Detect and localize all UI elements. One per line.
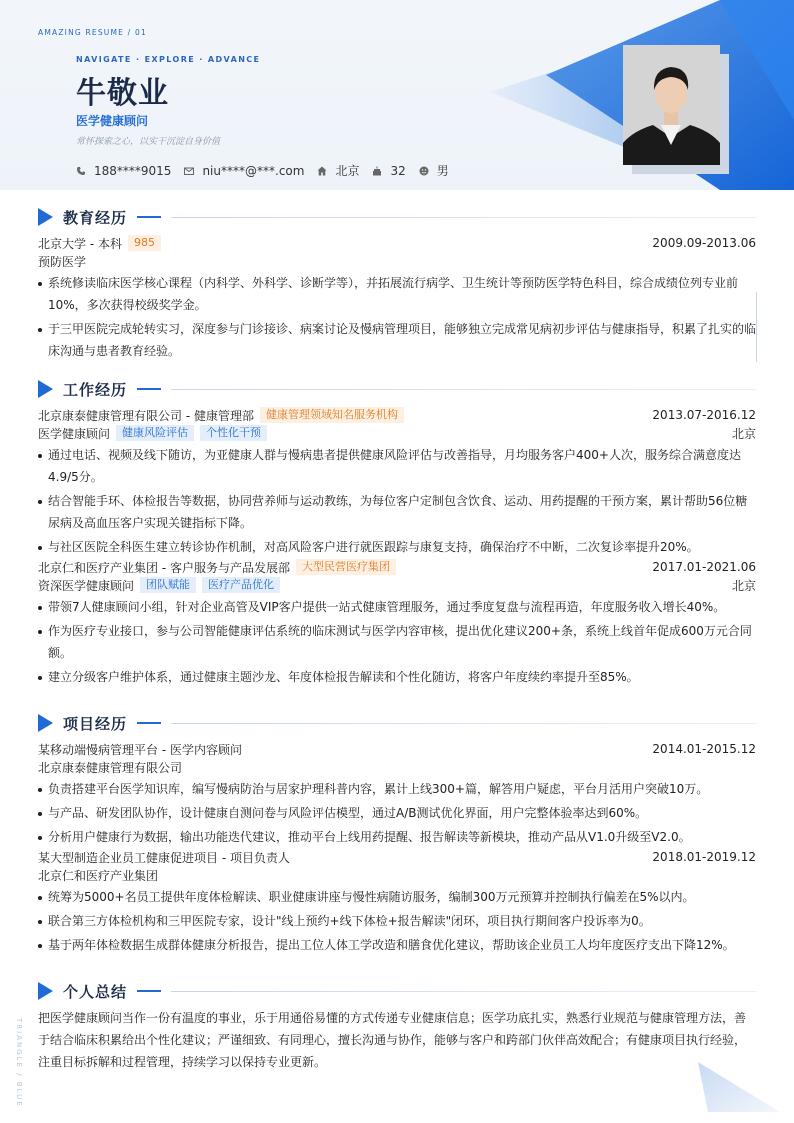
section-divider: [171, 723, 756, 724]
job-date: 2017.01-2021.06: [652, 560, 756, 574]
list-item: 通过电话、视频及线下随访，为亚健康人群与慢病患者提供健康风险评估与改善指导，月均服务客户400+人次，服务综合满意度达4.9/5分。: [38, 444, 756, 488]
project-date: 2018.01-2019.12: [652, 850, 756, 864]
list-item: 带领7人健康顾问小组，针对企业高管及VIP客户提供一站式健康管理服务，通过季度复盘与流程再造，年度服务收入增长40%。: [38, 596, 756, 618]
project-org: 北京仁和医疗产业集团: [38, 868, 159, 883]
list-item: 负责搭建平台医学知识库，编写慢病防治与居家护理科普内容，累计上线300+篇，解答用户疑虑，平台月活用户突破10万。: [38, 778, 756, 800]
skill-tag: 团队赋能: [140, 577, 196, 593]
company-tag: 健康管理领域知名服务机构: [260, 407, 404, 423]
contact-phone: [76, 164, 171, 178]
company-tag: 大型民营医疗集团: [296, 559, 396, 575]
list-item: 作为医疗专业接口，参与公司智能健康评估系统的临床测试与医学内容审核，提出优化建议200+条，系统上线首年促成600万元合同额。: [38, 620, 756, 664]
work-section: [38, 379, 756, 688]
summary-text: 把医学健康顾问当作一份有温度的事业，乐于用通俗易懂的方式传递专业健康信息；医学功底扎实，熟悉行业规范与健康管理方法，善于结合临床积累给出个性化建议；严谨细致、有同理心，擅长沟通与协作，能够与客户和跨部门伙伴高效配合；有健康项目执行经验，注重目标拆解和过程管理，持续学习以保持专业更新。: [38, 1011, 747, 1069]
projects-heading: [38, 713, 756, 733]
candidate-motto: 常怀探索之心，以实干沉淀自身价值: [76, 137, 221, 147]
school-name: 北京大学 - 本科: [38, 236, 122, 251]
list-item: 建立分级客户维护体系，通过健康主题沙龙、年度体检报告解读和个性化随访，将客户年度续约率提升至85%。: [38, 666, 756, 688]
gender-value: 男: [436, 164, 449, 178]
age-value: 32: [390, 163, 406, 178]
project-header-row: [38, 848, 756, 866]
section-dash: [137, 216, 161, 218]
vertical-footer-label: TRIANGLE / BLUE: [15, 1018, 23, 1108]
education-heading: [38, 207, 756, 227]
resume-small-label: AMAZING RESUME / 01: [38, 28, 147, 37]
section-divider: [171, 389, 756, 390]
phone-icon: [76, 166, 86, 176]
contact-row: [76, 162, 462, 179]
resume-header: [0, 0, 794, 190]
job-header-row: [38, 558, 756, 576]
cake-icon: [372, 166, 382, 176]
work-heading: [38, 379, 756, 399]
section-dash: [137, 388, 161, 390]
home-icon: [317, 166, 327, 176]
summary-heading: [38, 981, 756, 1001]
list-item: 系统修读临床医学核心课程（内科学、外科学、诊断学等），并拓展流行病学、卫生统计等预防医学特色科目，综合成绩位列专业前10%，多次获得校级奖学金。: [38, 272, 756, 316]
job-position-row: [38, 424, 756, 442]
project-name: 某移动端慢病管理平台 - 医学内容顾问: [38, 742, 242, 757]
contact-gender: [419, 162, 449, 179]
phone-value: 188****9015: [94, 163, 172, 178]
education-section: [38, 207, 756, 362]
contact-age: [372, 164, 405, 178]
project-name: 某大型制造企业员工健康促进项目 - 项目负责人: [38, 850, 290, 865]
navigate-tagline: NAVIGATE · EXPLORE · ADVANCE: [76, 55, 261, 64]
section-triangle-icon: [38, 982, 53, 1000]
job-header-row: [38, 406, 756, 424]
education-date: 2009.09-2013.06: [652, 236, 756, 250]
summary-section: [38, 981, 756, 1073]
job-date: 2013.07-2016.12: [652, 408, 756, 422]
candidate-name: 牛敬业: [76, 76, 169, 111]
major-name: 预防医学: [38, 254, 87, 269]
list-item: 联合第三方体检机构和三甲医院专家，设计"线上预约+线下体检+报告解读"闭环，项目执行期间客户投诉率为0。: [38, 910, 756, 932]
gender-icon: [419, 166, 429, 176]
section-dash: [137, 722, 161, 724]
avatar: [623, 45, 720, 165]
contact-city: [317, 162, 359, 179]
list-item: 与产品、研发团队协作，设计健康自测问卷与风险评估模型，通过A/B测试优化界面，用户完整体验率达到60%。: [38, 802, 756, 824]
project-org: 北京康泰健康管理有限公司: [38, 760, 183, 775]
education-row: [38, 234, 756, 252]
job-city: 北京: [731, 578, 756, 593]
job-position: 医学健康顾问: [38, 426, 111, 441]
section-triangle-icon: [38, 714, 53, 732]
list-item: 分析用户健康行为数据，输出功能迭代建议，推动平台上线用药提醒、报告解读等新模块，推动产品从V1.0升级至V2.0。: [38, 826, 756, 848]
project-header-row: [38, 740, 756, 758]
candidate-role: 医学健康顾问: [76, 114, 149, 128]
section-title: 个人总结: [63, 982, 128, 1001]
email-value: niu****@***.com: [202, 163, 305, 178]
project-date: 2014.01-2015.12: [652, 742, 756, 756]
contact-email: [184, 164, 304, 178]
skill-tag: 医疗产品优化: [202, 577, 280, 593]
list-item: 于三甲医院完成轮转实习，深度参与门诊接诊、病案讨论及慢病管理项目，能够独立完成常见病初步评估与健康指导，积累了扎实的临床沟通与患者教育经验。: [38, 318, 756, 362]
project-org-row: [38, 866, 756, 884]
side-divider: [756, 292, 757, 362]
job-position: 资深医学健康顾问: [38, 578, 135, 593]
section-triangle-icon: [38, 380, 53, 398]
footer-triangle: [690, 1060, 794, 1123]
list-item: 结合智能手环、体检报告等数据，协同营养师与运动教练，为每位客户定制包含饮食、运动、用药提醒的干预方案，累计帮助56位糖尿病及高血压客户实现关键指标下降。: [38, 490, 756, 534]
skill-tag: 个性化干预: [200, 425, 267, 441]
section-title: 工作经历: [63, 380, 128, 399]
section-triangle-icon: [38, 208, 53, 226]
section-divider: [171, 991, 756, 992]
section-title: 教育经历: [63, 208, 128, 227]
project-org-row: [38, 758, 756, 776]
job-company: 北京康泰健康管理有限公司 - 健康管理部: [38, 408, 254, 423]
job-company: 北京仁和医疗产业集团 - 客户服务与产品发展部: [38, 560, 290, 575]
list-item: 统筹为5000+名员工提供年度体检解读、职业健康讲座与慢性病随访服务，编制300万元预算并控制执行偏差在5%以内。: [38, 886, 756, 908]
skill-tag: 健康风险评估: [116, 425, 194, 441]
portrait-image: [623, 45, 720, 165]
section-dash: [137, 990, 161, 992]
mail-icon: [184, 166, 194, 176]
projects-section: [38, 713, 756, 956]
city-value: 北京: [335, 164, 360, 178]
list-item: 与社区医院全科医生建立转诊协作机制，对高风险客户进行就医跟踪与康复支持，确保治疗不中断，二次复诊率提升20%。: [38, 536, 756, 558]
section-title: 项目经历: [63, 714, 128, 733]
job-city: 北京: [731, 426, 756, 441]
school-tag: 985: [128, 235, 161, 251]
job-position-row: [38, 576, 756, 594]
section-divider: [171, 217, 756, 218]
major-row: [38, 252, 756, 270]
list-item: 基于两年体检数据生成群体健康分析报告，提出工位人体工学改造和膳食优化建议，帮助该企业员工人均年度医疗支出下降12%。: [38, 934, 756, 956]
